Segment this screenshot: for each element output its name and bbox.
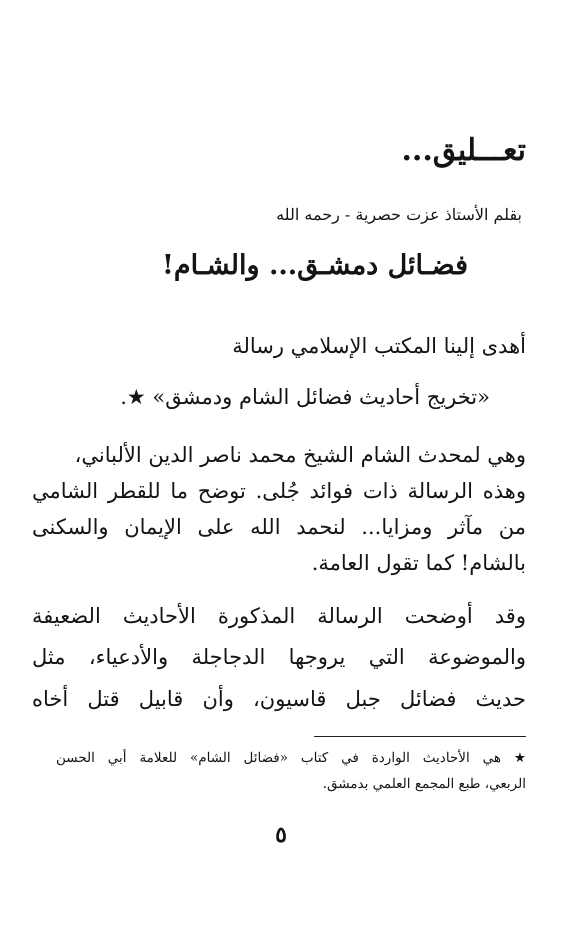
body-line: من مآثر ومزايا... لنحمد الله على الإيمان والسكنى: [32, 515, 526, 539]
body-line: أهدى إلينا المكتب الإسلامي رسالة: [232, 334, 526, 358]
article-title: فضـائل دمشـق... والشـام!: [162, 250, 468, 281]
body-line: حديث فضائل جبل قاسيون، وأن قابيل قتل أخاه: [32, 687, 526, 711]
body-line: وهي لمحدث الشام الشيخ محمد ناصر الدين الألباني،: [74, 443, 526, 467]
section-heading: تعـــليق...: [401, 133, 526, 168]
body-line: وقد أوضحت الرسالة المذكورة الأحاديث الضعيفة: [32, 604, 526, 628]
footnote-line: الربعي، طبع المجمع العلمي بدمشق.: [322, 776, 526, 792]
footnote-line: ★ هي الأحاديث الواردة في كتاب «فضائل الشام» للعلامة أبي الحسن: [56, 750, 526, 766]
body-line: والموضوعة التي يروجها الدجاجلة والأدعياء، مثل: [32, 645, 526, 669]
body-line: «تخريج أحاديث فضائل الشام ودمشق» ★.: [120, 385, 490, 409]
body-line: بالشام! كما تقول العامة.: [311, 551, 526, 575]
footnote-divider: [314, 736, 526, 737]
page-number: ٥: [275, 822, 287, 848]
author-byline: بقلم الأستاذ عزت حصرية - رحمه الله: [276, 205, 522, 224]
body-line: وهذه الرسالة ذات فوائد جُلى. توضح ما للقطر الشامي: [32, 479, 526, 503]
